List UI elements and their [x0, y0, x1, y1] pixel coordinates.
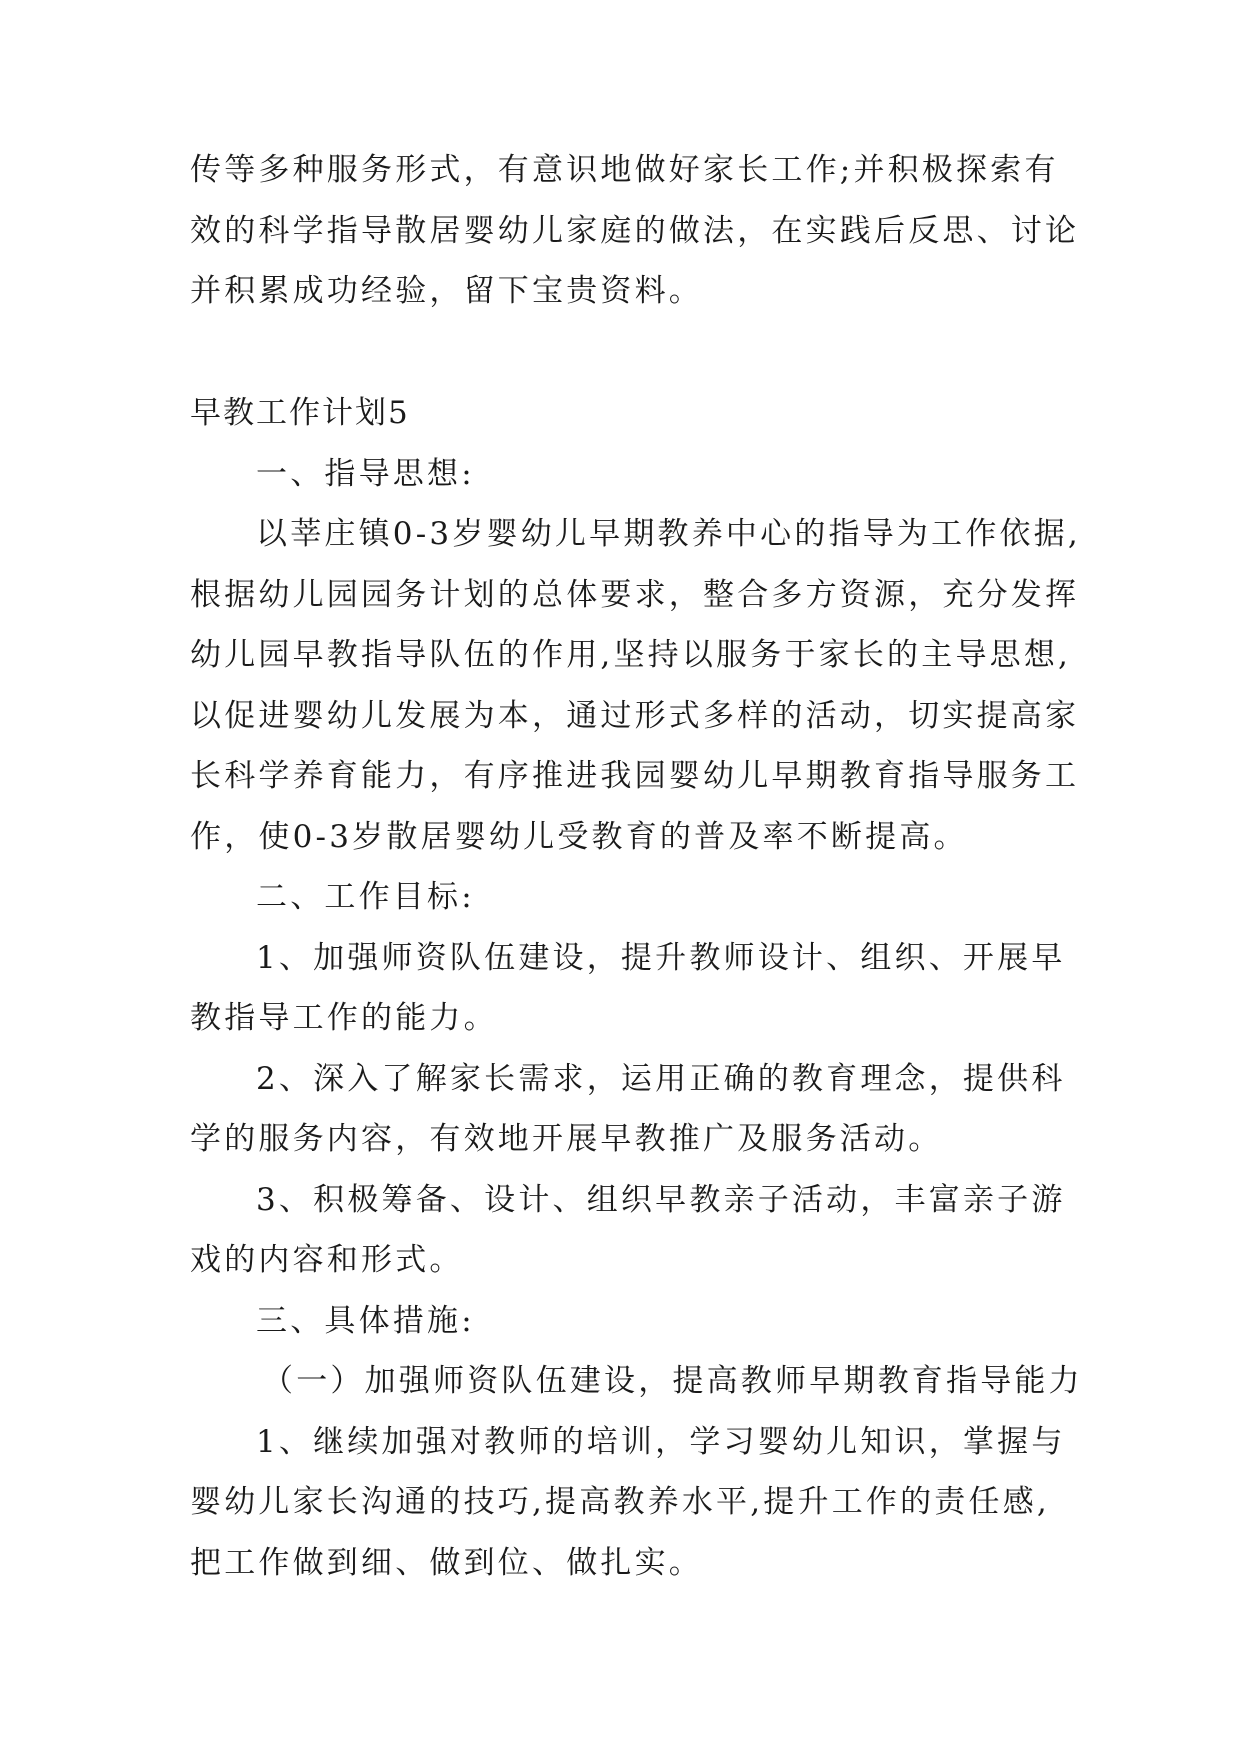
paragraph-line: 把工作做到细、做到位、做扎实。: [190, 1545, 703, 1581]
paragraph-line: 婴幼儿家长沟通的技巧,提高教养水平,提升工作的责任感,: [190, 1484, 1050, 1520]
paragraph-line: 幼儿园早教指导队伍的作用,坚持以服务于家长的主导思想,: [190, 637, 1072, 673]
section-heading: 一、指导思想:: [256, 456, 475, 492]
paragraph-line: 1、加强师资队伍建设，提升教师设计、组织、开展早: [256, 940, 1066, 976]
paragraph-line: 根据幼儿园园务计划的总体要求，整合多方资源，充分发挥: [190, 577, 1080, 613]
paragraph-line: 长科学养育能力，有序推进我园婴幼儿早期教育指导服务工: [190, 758, 1080, 794]
paragraph-line: 2、深入了解家长需求，运用正确的教育理念，提供科: [256, 1061, 1066, 1097]
paragraph-line: 3、积极筹备、设计、组织早教亲子活动，丰富亲子游: [256, 1182, 1066, 1218]
section-heading: 二、工作目标:: [256, 879, 475, 915]
paragraph-line: 教指导工作的能力。: [190, 1000, 498, 1036]
paragraph-line: 传等多种服务形式，有意识地做好家长工作;并积极探索有: [190, 152, 1059, 188]
paragraph-line: 并积累成功经验，留下宝贵资料。: [190, 273, 703, 309]
paragraph-line: 1、继续加强对教师的培训，学习婴幼儿知识，掌握与: [256, 1424, 1066, 1460]
section-heading: 三、具体措施:: [256, 1303, 475, 1339]
subsection-heading: （一）加强师资队伍建设，提高教师早期教育指导能力: [262, 1363, 1083, 1399]
paragraph-line: 学的服务内容，有效地开展早教推广及服务活动。: [190, 1121, 943, 1157]
paragraph-line: 以促进婴幼儿发展为本，通过形式多样的活动，切实提高家: [190, 698, 1080, 734]
section-title: 早教工作计划5: [190, 395, 410, 431]
paragraph-line: 效的科学指导散居婴幼儿家庭的做法，在实践后反思、讨论: [190, 213, 1080, 249]
paragraph-line: 作，使0-3岁散居婴幼儿受教育的普及率不断提高。: [190, 819, 968, 855]
paragraph-line: 戏的内容和形式。: [190, 1242, 464, 1278]
paragraph-line: 以莘庄镇0-3岁婴幼儿早期教养中心的指导为工作依据,: [256, 516, 1081, 552]
